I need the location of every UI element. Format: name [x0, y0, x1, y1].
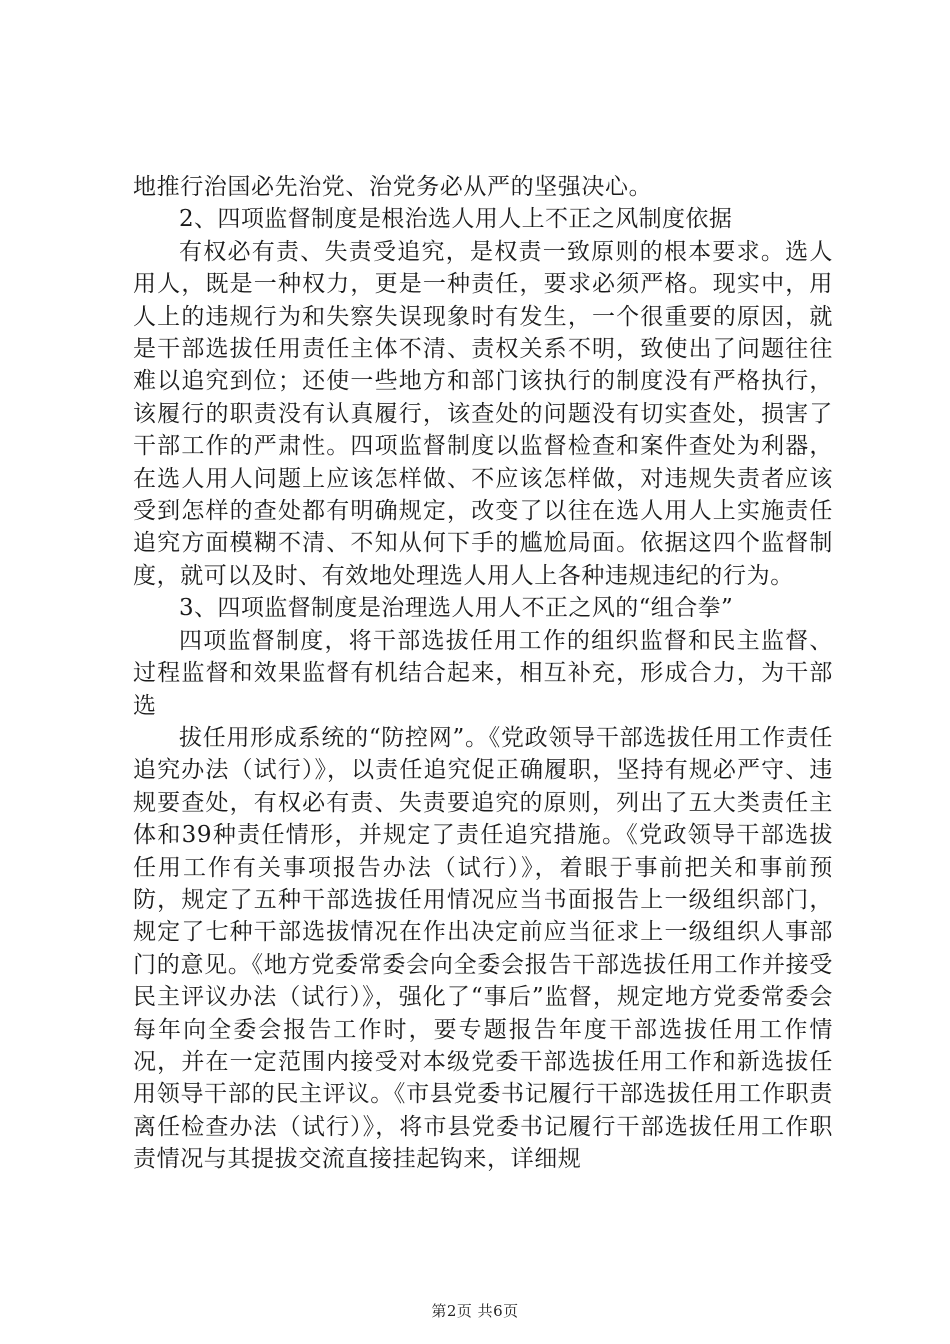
paragraph-section-3-intro: 四项监督制度，将干部选拔任用工作的组织监督和民主监督、过程监督和效果监督有机结合起来，相互补充，形成合力，为干部选: [133, 627, 833, 719]
section-heading-3: 3、四项监督制度是治理选人用人不正之风的“组合拳”: [179, 595, 734, 622]
paragraph-intro-continuation: 地推行治国必先治党、治党务必从严的坚强决心。: [133, 174, 653, 200]
section-heading-2: 2、四项监督制度是根治选人用人上不正之风制度依据: [179, 206, 733, 233]
paragraph-section-3-body: 拔任用形成系统的“防控网”。《党政领导干部选拔任用工作责任追究办法（试行）》，以责任追究促正确履职，坚持有规必严守、违规要查处，有权必有责、失责要追究的原则，列出了五大类责任主体和39种责任情形，并规定了责任追究措施。《党政领导干部选拔任用工作有关事项报告办法（试行）》，着眼于事前把关和事前预防，规定了五种干部选拔任用情况应当书面报告上一级组织部门，规定了七种干部选拔情况在作出决定前应当征求上一级组织人事部门的意见。《地方党委常委会向全委会报告干部选拔任用工作并接受民主评议办法（试行）》，强化了“事后”监督，规定地方党委常委会每年向全委会报告工作时，要专题报告年度干部选拔任用工作情况，并在一定范围内接受对本级党委干部选拔任用工作和新选拔任用领导干部的民主评议。《市县党委书记履行干部选拔任用工作职责离任检查办法（试行）》，将市县党委书记履行干部选拔任用工作职责情况与其提拔交流直接挂起钩来，详细规: [133, 724, 833, 1173]
paragraph-section-2-body: 有权必有责、失责受追究，是权责一致原则的根本要求。选人用人，既是一种权力，更是一种责任，要求必须严格。现实中，用人上的违规行为和失察失误现象时有发生，一个很重要的原因，就是干部选拔任用责任主体不清、责权关系不明，致使出了问题往往难以追究到位；还使一些地方和部门该执行的制度没有严格执行，该履行的职责没有认真履行，该查处的问题没有切实查处，损害了干部工作的严肃性。四项监督制度以监督检查和案件查处为利器，在选人用人问题上应该怎样做、不应该怎样做，对违规失责者应该受到怎样的查处都有明确规定，改变了以往在选人用人上实施责任追究方面模糊不清、不知从何下手的尴尬局面。依据这四个监督制度，就可以及时、有效地处理选人用人上各种违规违纪的行为。: [133, 238, 833, 589]
page-number-footer: 第2页 共6页: [431, 1302, 519, 1320]
document-body: [133, 171, 833, 1176]
